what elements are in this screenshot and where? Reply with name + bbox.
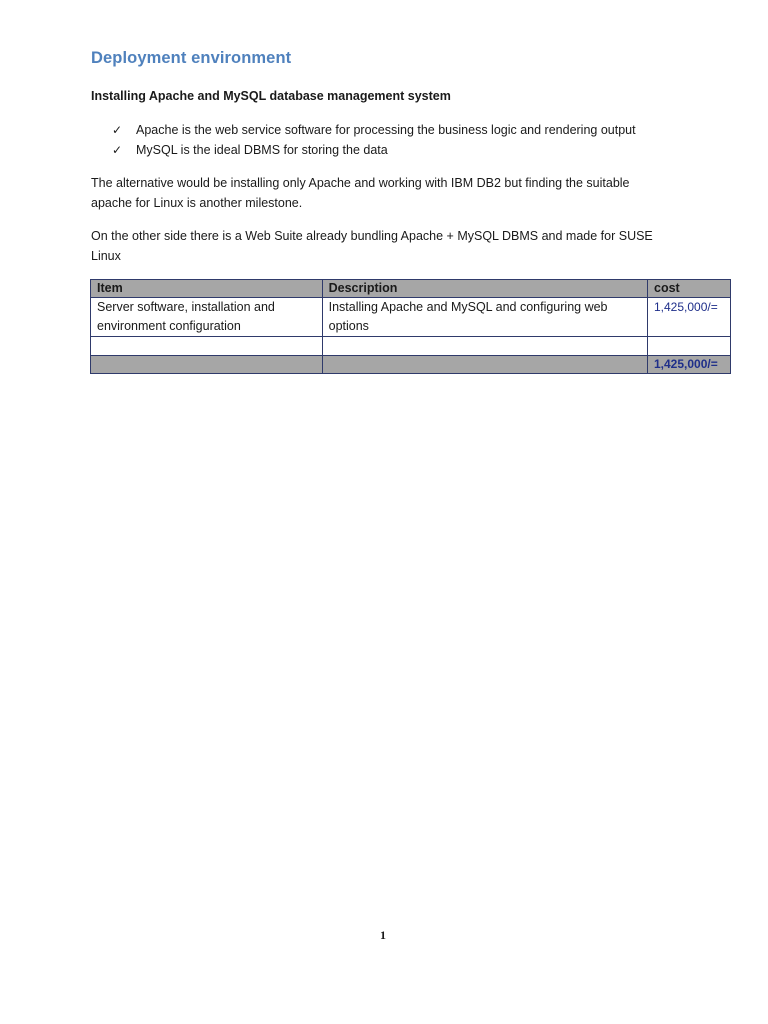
cell-cost: 1,425,000/= <box>648 298 731 337</box>
section-heading: Deployment environment <box>91 49 292 67</box>
section-subheading: Installing Apache and MySQL database management system <box>91 89 451 103</box>
bullet-text: Apache is the web service software for processing the business logic and rendering output <box>136 123 636 137</box>
bullet-list <box>112 120 636 160</box>
cell-item: Server software, installation and environment configuration <box>91 298 323 337</box>
cost-table <box>90 279 731 374</box>
checkmark-icon: ✓ <box>112 143 123 157</box>
cell-total-empty <box>322 356 647 374</box>
page-number: 1 <box>380 928 386 942</box>
table-row <box>91 337 731 356</box>
column-header-cost: cost <box>648 280 731 298</box>
table-total-row <box>91 356 731 374</box>
cell-total-empty <box>91 356 323 374</box>
paragraph-web-suite: On the other side there is a Web Suite already bundling Apache + MySQL DBMS and made for SUSE Linux <box>91 229 653 263</box>
cell-total-cost: 1,425,000/= <box>648 356 731 374</box>
table-row <box>91 298 731 337</box>
cell-description <box>322 337 647 356</box>
bullet-item <box>112 120 636 140</box>
bullet-item <box>112 140 636 160</box>
cell-item <box>91 337 323 356</box>
checkmark-icon: ✓ <box>112 123 123 137</box>
paragraph-alternative: The alternative would be installing only Apache and working with IBM DB2 but finding the suitable apache for Linux is another milestone. <box>91 176 630 210</box>
column-header-description: Description <box>322 280 647 298</box>
column-header-item: Item <box>91 280 323 298</box>
bullet-text: MySQL is the ideal DBMS for storing the data <box>136 143 388 157</box>
cell-description: Installing Apache and MySQL and configuring web options <box>322 298 647 337</box>
table-header-row <box>91 280 731 298</box>
cell-cost <box>648 337 731 356</box>
